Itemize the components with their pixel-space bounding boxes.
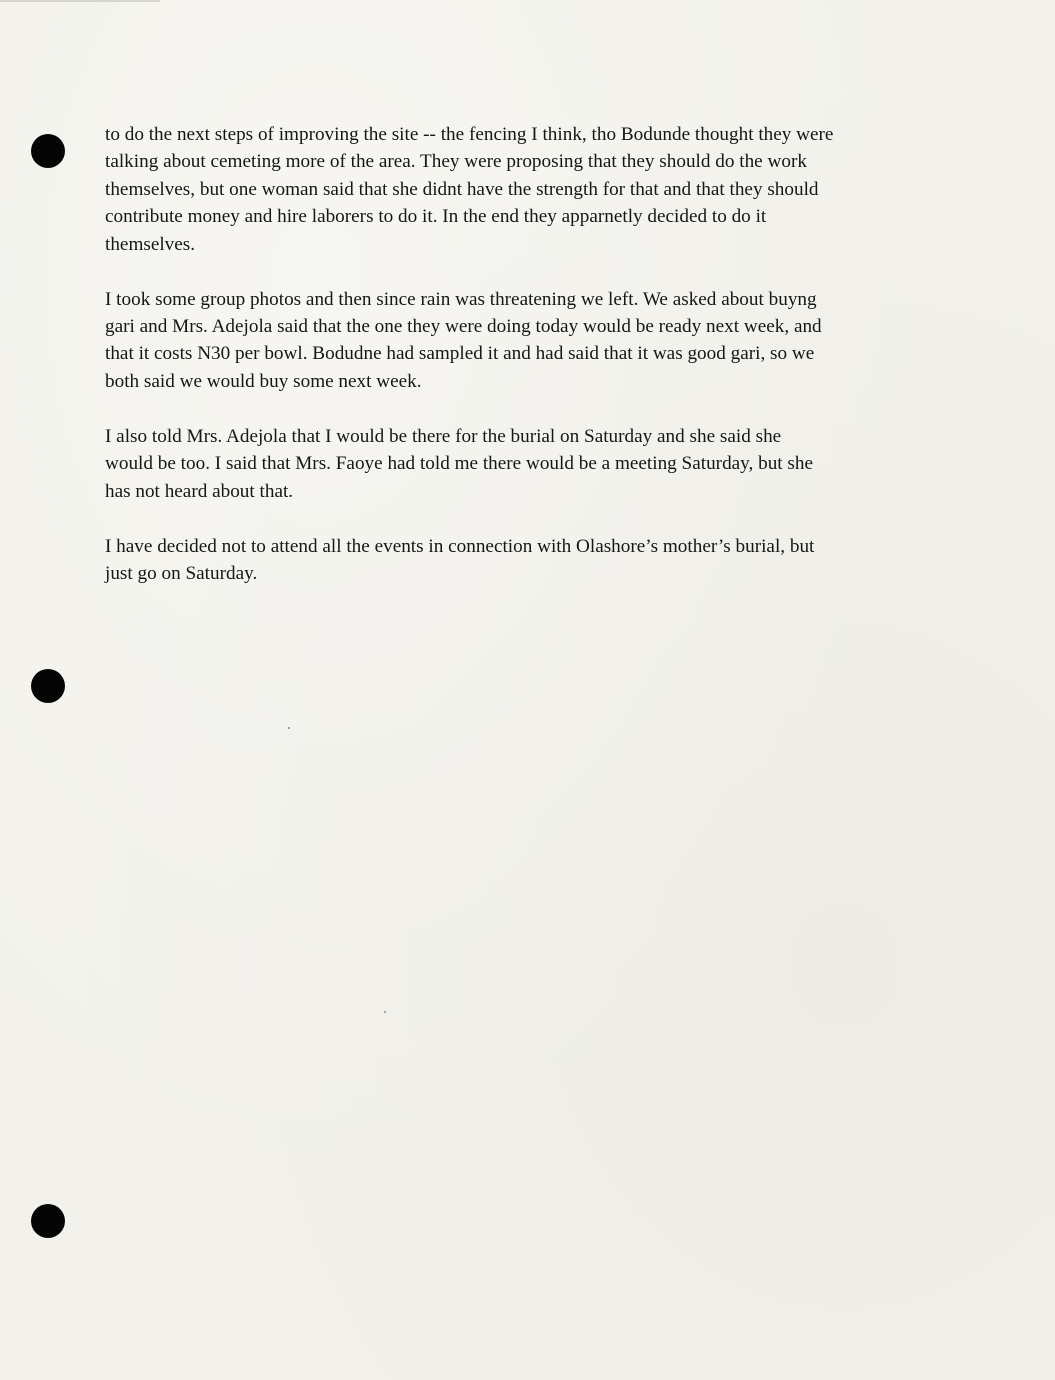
text-line: I have decided not to attend all the events in connection with Olashore’s mother’s burial, but [105, 535, 815, 557]
text-line: to do the next steps of improving the site -- the fencing I think, tho Bodunde thought they were [105, 124, 834, 145]
punch-hole-bottom [31, 1204, 65, 1238]
text-line: I also told Mrs. Adejola that I would be there for the burial on Saturday and she said she [105, 425, 782, 447]
text-line: themselves, but one woman said that she didnt have the strength for that and that they should [105, 178, 819, 200]
paragraph-2 [105, 286, 935, 396]
document-text [105, 121, 935, 615]
paragraph-4 [105, 533, 935, 588]
paper-speck [384, 1011, 386, 1013]
paragraph-3 [105, 423, 935, 505]
text-line: contribute money and hire laborers to do it. In the end they apparnetly decided to do it [105, 206, 767, 228]
text-line: talking about cemeting more of the area. They were proposing that they should do the work [105, 151, 807, 173]
page-top-edge [0, 0, 160, 2]
text-line: gari and Mrs. Adejola said that the one they were doing today would be ready next week, and [105, 316, 822, 338]
text-line: just go on Saturday. [105, 563, 258, 585]
punch-hole-top [31, 134, 65, 168]
text-line: I took some group photos and then since rain was threatening we left. We asked about buyng [105, 288, 817, 310]
text-line: has not heard about that. [105, 480, 294, 502]
punch-hole-middle [31, 669, 65, 703]
text-line: both said we would buy some next week. [105, 370, 422, 392]
paragraph-1 [105, 121, 935, 258]
text-line: themselves. [105, 233, 196, 255]
text-line: that it costs N30 per bowl. Bodudne had sampled it and had said that it was good gari, so we [105, 343, 815, 365]
text-line: would be too. I said that Mrs. Faoye had told me there would be a meeting Saturday, but she [105, 453, 814, 475]
paper-speck [288, 727, 290, 729]
